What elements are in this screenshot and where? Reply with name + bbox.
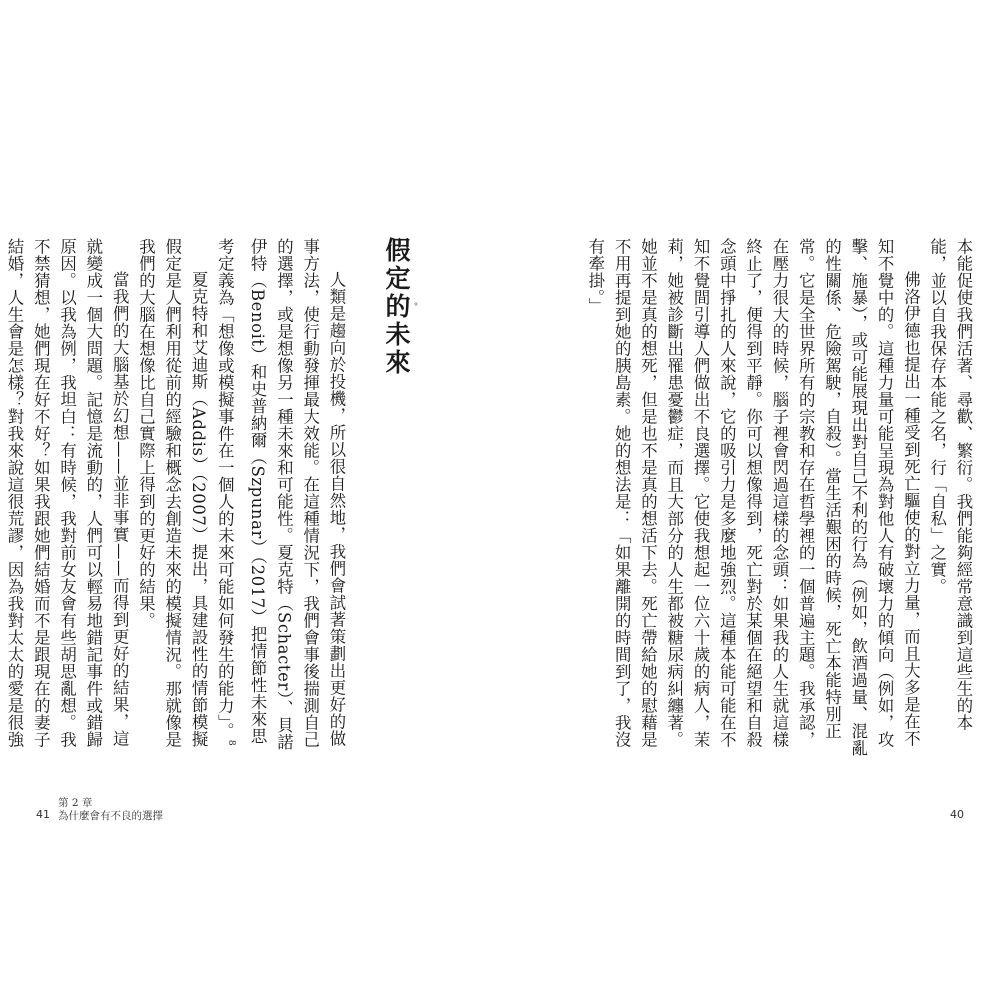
paragraph: 本能促使我們活著、尋歡、繁衍。我們能夠經常意識到這些生的本能，並以自我保存本能之名，行「自私」之實。 bbox=[927, 238, 973, 731]
paragraph-text: 人類是趨向於投機，所以很自然地，我們會試著策劃出更好的做事方法，使行動發揮最大效能。在這種情況下，我們會事後揣測自己的選擇，或是想像另一種未來和可能性。夏克特（Schacter）、貝諾伊特（Benoit）和史普納爾（Szpunar）（2017）把情節性未來思考定義為「想像或模擬事件在一個人的未來可能如何發生的能力」。 bbox=[215, 238, 346, 751]
section-heading bbox=[378, 232, 418, 382]
paragraph: 佛洛伊德也提出一種受到死亡驅使的對立力量，而且大多是在不知不覺中的。這種力量可能呈現為對他人有破壞力的傾向（例如，攻擊、施暴），或可能展現出對自己不利的行為（例如，飲酒過量、混亂的性關係、危險駕駛，自殺）。當生活艱困的時候，死亡本能特別正常。它是全世界所有的宗教和存在哲學裡的一個普遍主題。我承認，在壓力很大的時候，腦子裡會閃過這樣的念頭：如果我的人生就這樣終止了，便得到平靜。你可以想像得到，死亡對於某個在絕望和自殺念頭中掙扎的人來說，它的吸引力是多麼地強烈。這種本能可能在不知不覺間引導人們做出不良選擇。它使我想起一位六十歲的病人，茉莉，她被診斷出罹患憂鬱症，而且大部分的人生都被糖尿病糾纏著。她並不是真的想死，但是也不是真的想活下去。死亡帶給她的慰藉是不用再提到她的胰島素。她的想法是：「如果離開的時間到了，我沒有牽掛。」 bbox=[585, 238, 921, 757]
paragraph bbox=[211, 238, 349, 760]
right-page-body bbox=[585, 238, 976, 760]
section-heading-text: 假定的未來 bbox=[382, 237, 411, 377]
footnote-marker: 8 bbox=[225, 739, 236, 747]
crosshair-ornament-icon bbox=[414, 294, 418, 314]
page-number: 40 bbox=[950, 808, 964, 821]
running-head bbox=[58, 797, 163, 823]
running-head-title: 為什麼會有不良的選擇 bbox=[58, 810, 163, 822]
running-head-chapter: 第 2 章 bbox=[58, 797, 93, 809]
right-page bbox=[500, 0, 1000, 1000]
paragraph: 當我們的大腦基於幻想——並非事實——而得到更好的結果，這就變成一個大問題。記憶是流動的，人們可以輕易地錯記事件或錯歸原因。以我為例，我坦白：有時候，我對前女友會有些胡思亂想。我不禁猜想，她們現在好不好？如果我跟她們結婚而不是跟現在的妻子結婚，人生會是怎樣？對我來說這很荒謬，因為我對太太的愛是很強 bbox=[4, 238, 130, 748]
paragraph: 夏克特和艾迪斯（Addis）（2007）提出，具建設性的情節模擬假定是人們利用從前的經驗和概念去創造未來的模擬情況。那就像是我們的大腦在想像比自己實際上得到的更好的結果。 bbox=[136, 238, 209, 748]
left-page-body bbox=[4, 238, 349, 760]
page-number: 41 bbox=[36, 808, 50, 821]
